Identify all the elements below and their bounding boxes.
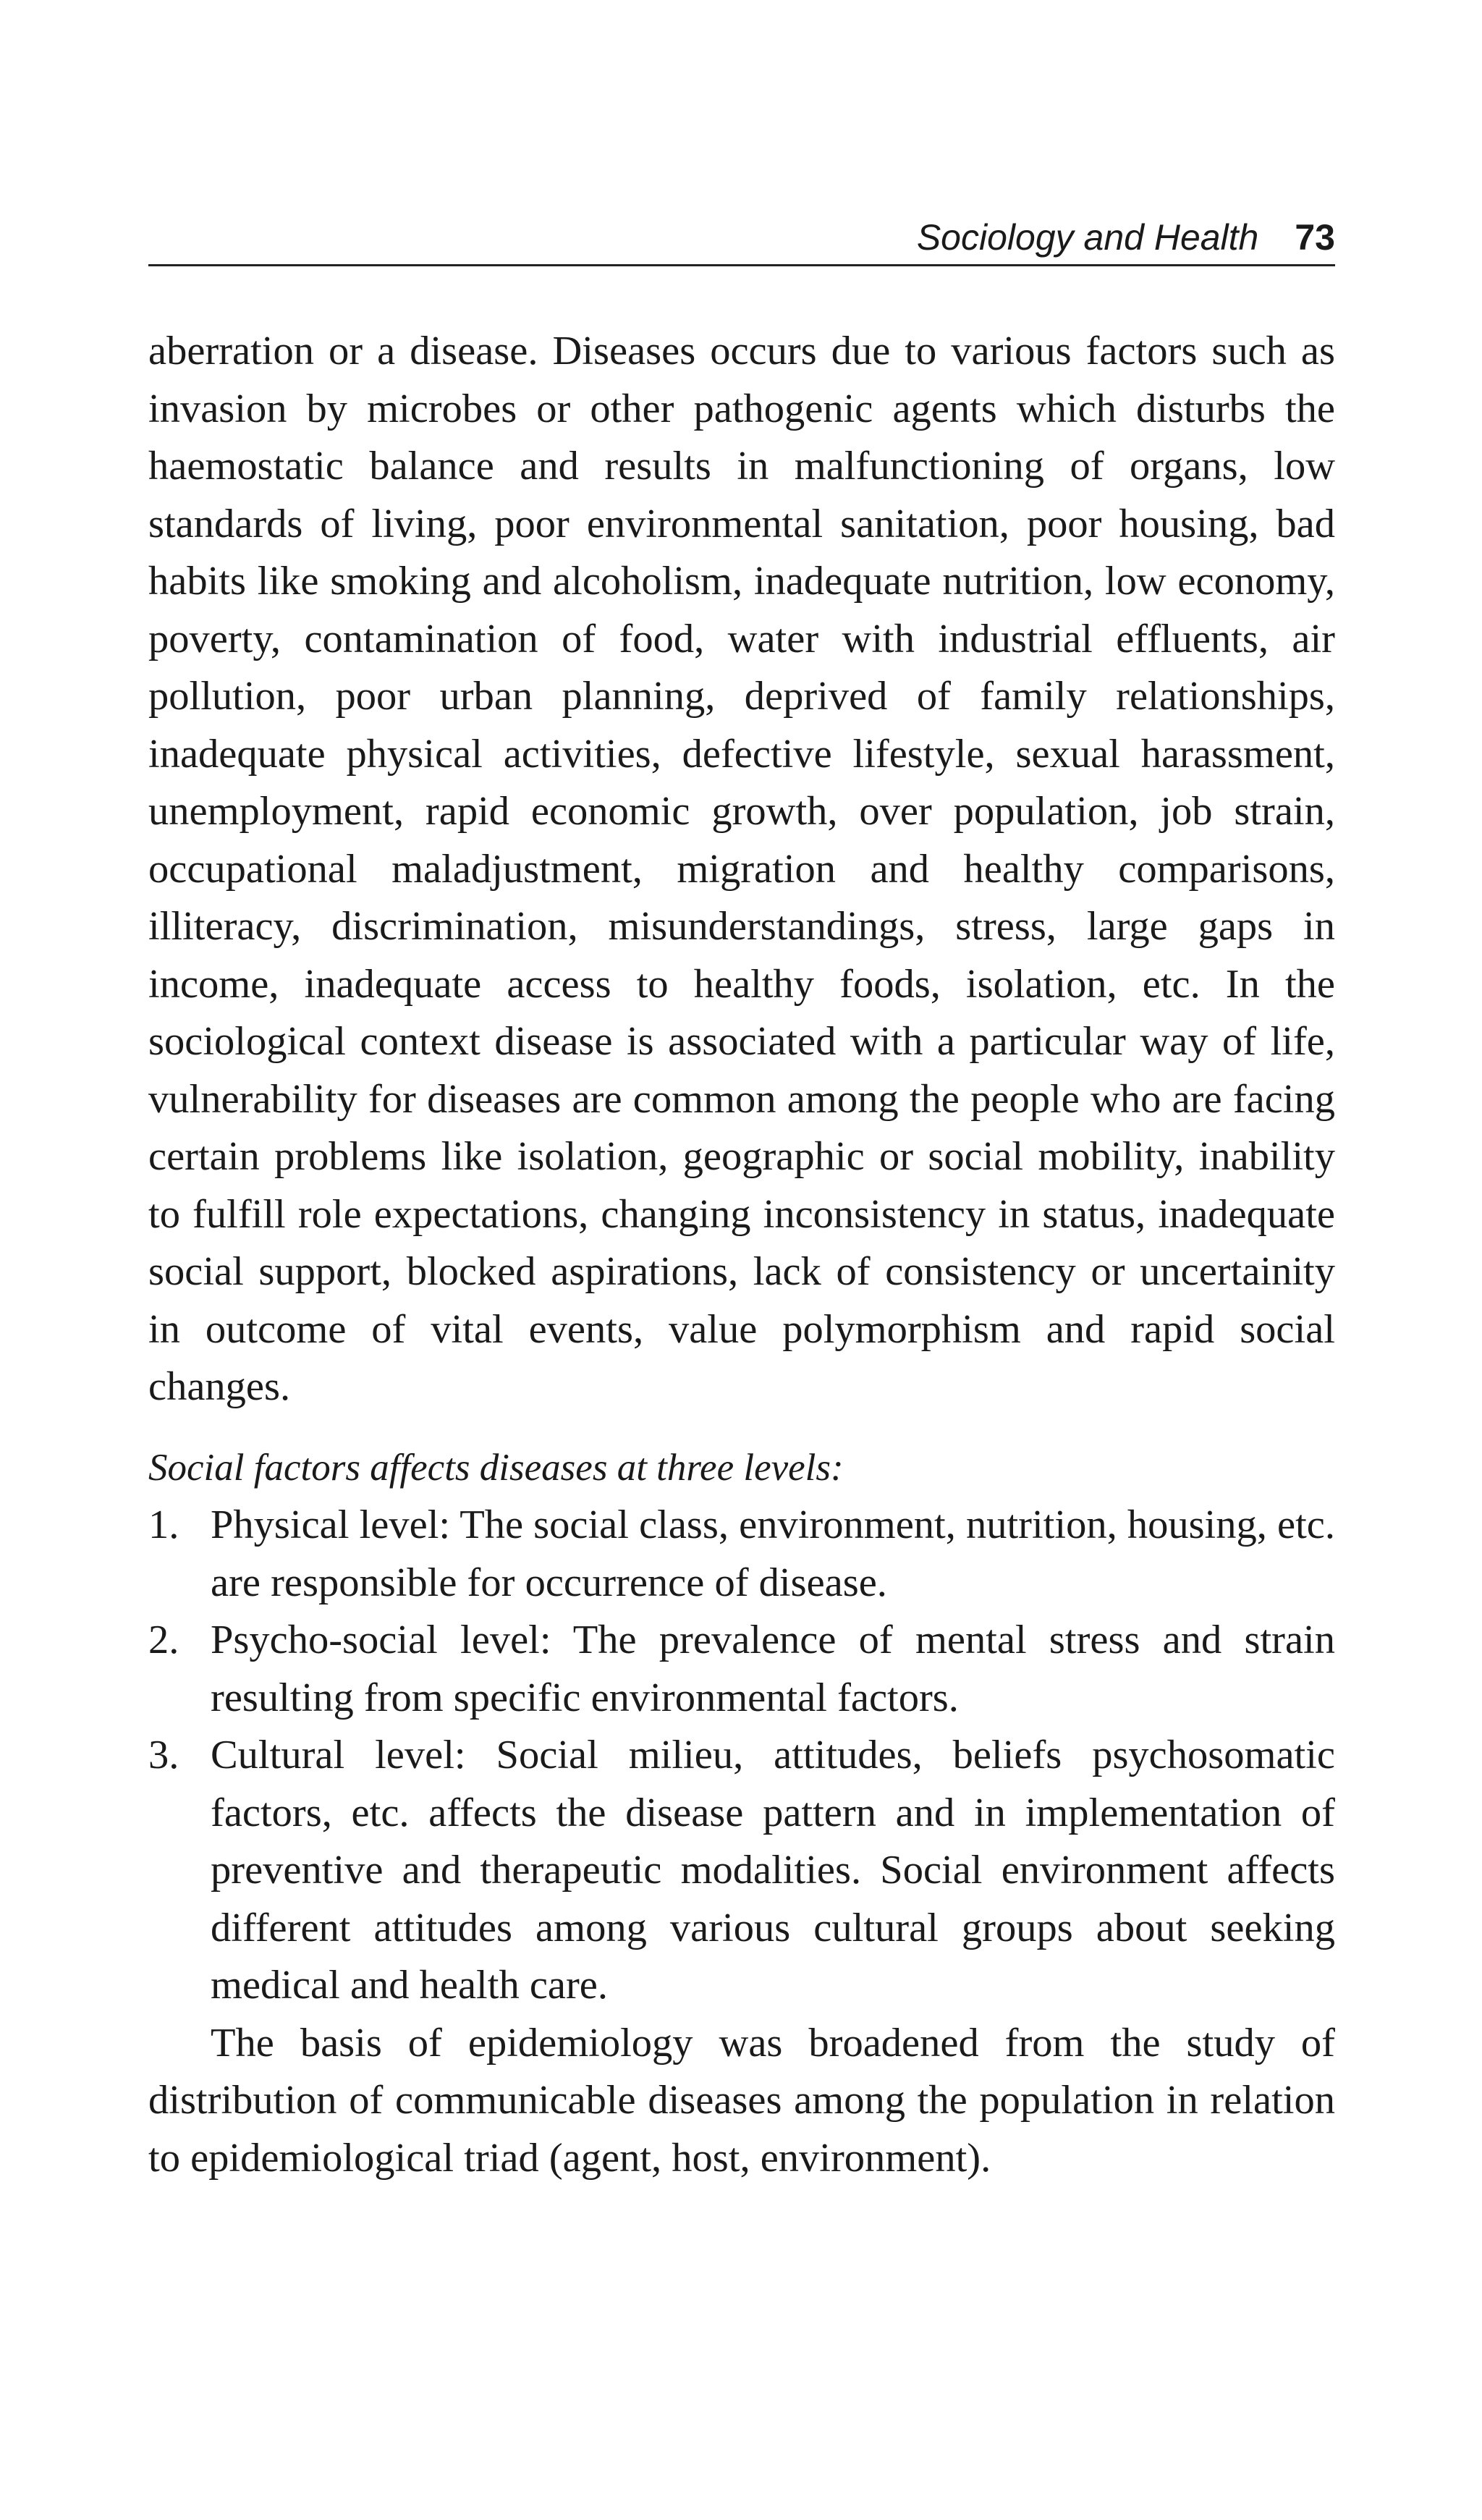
list-intro: Social factors affects diseases at three levels: [148,1446,844,1489]
list-item-text: Cultural level: Social milieu, attitudes, beliefs psychosomatic factors, etc. affects the disease pattern and in implementation of preventive and therapeutic modalities. Social environment affects different attitudes among various cultural groups about seeking medical and health care. [211,1733,1335,2008]
list-item-text: Physical level: The social class, environment, nutrition, housing, etc. are responsible for occurrence of disease. [211,1502,1335,1605]
list-item-number: 1. [148,1502,179,1547]
list-item-text: Psycho-social level: The prevalence of mental stress and strain resulting from specific environmental factors. [211,1618,1335,1720]
running-title: Sociology and Health [916,217,1259,258]
numbered-list [148,1497,1335,2015]
page-body [148,323,1335,2187]
list-item [148,1497,1335,1612]
list-item-number: 2. [148,1618,179,1662]
list-item-number: 3. [148,1733,179,1777]
body-paragraph: aberration or a disease. Diseases occurs due to various factors such as invasion by microbes or other pathogenic agents which disturbs the haemostatic balance and results in malfunctioning of organs, low standards of living, poor environmental sanitation, poor housing, bad habits like smoking and alcoholism, inadequate nutrition, low economy, poverty, contamination of food, water with industrial effluents, air pollution, poor urban planning, deprived of family relationships, inadequate physical activities, defective lifestyle, sexual harassment, unemployment, rapid economic growth, over population, job strain, occupational maladjustment, migration and healthy comparisons, illiteracy, discrimination, misunderstandings, stress, large gaps in income, inadequate access to healthy foods, isolation, etc. In the sociological context disease is associated with a particular way of life, vulnerability for diseases are common among the people who are facing certain problems like isolation, geographic or social mobility, inability to fulfill role expectations, changing inconsistency in status, inadequate social support, blocked aspirations, lack of consistency or uncertainity in outcome of vital events, value polymorphism and rapid social changes. [148,329,1335,1409]
running-header [148,216,1335,266]
list-item [148,1727,1335,2015]
closing-paragraph: The basis of epidemiology was broadened from the study of distribution of communicable diseases among the population in relation to epidemiological triad (agent, host, environment). [148,2020,1335,2181]
page-number: 73 [1295,217,1335,258]
list-item [148,1612,1335,1727]
